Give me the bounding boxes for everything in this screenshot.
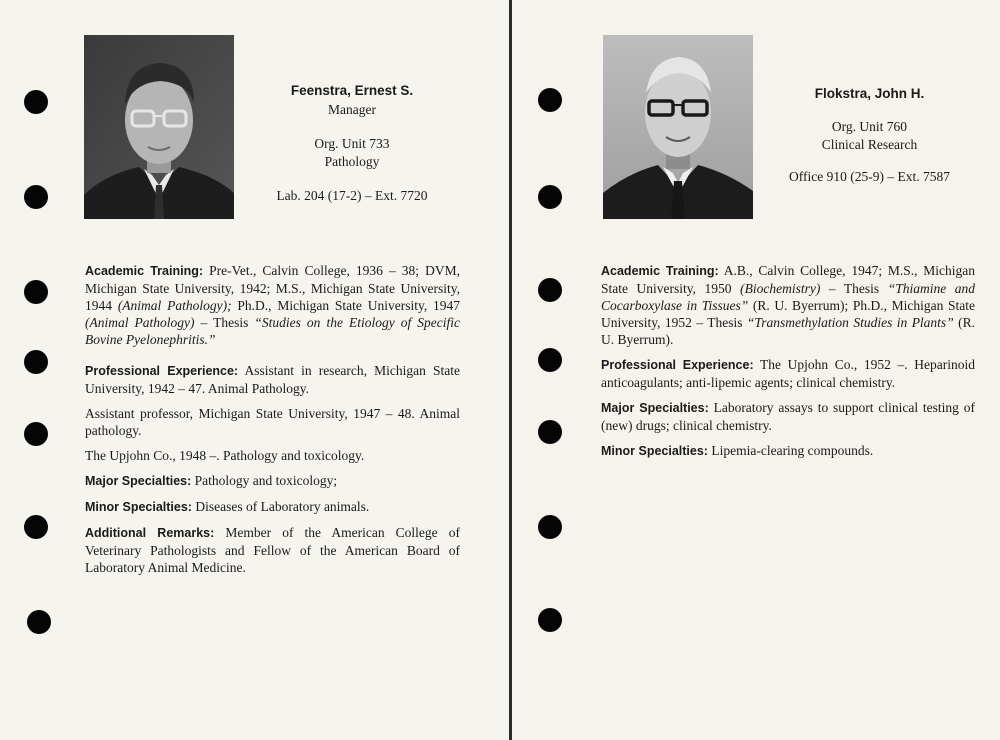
section-text: Laboratory assays to support clinical testing of (new) drugs; clinical chemistry.	[601, 400, 975, 433]
section-text: Pathology and toxicology;	[191, 473, 338, 488]
binder-hole	[24, 350, 48, 374]
binder-hole	[538, 420, 562, 444]
thesis-title: “Thiamine and Cocarboxylase in Tissues”	[601, 281, 975, 313]
section-text: A.B., Calvin College, 1947; M.S., Michigan State University, 1950	[601, 263, 976, 296]
professional-experience	[601, 356, 975, 391]
section-label: Major Specialties:	[601, 401, 709, 415]
left-header	[262, 82, 442, 205]
binder-hole	[24, 90, 48, 114]
section-label: Professional Experience:	[85, 364, 239, 378]
department: Pathology	[324, 154, 380, 169]
thesis-title: “Transmethylation Studies in Plants”	[746, 315, 954, 330]
academic-training	[601, 262, 975, 348]
binder-hole	[24, 280, 48, 304]
section-text: – Thesis	[820, 281, 888, 296]
person-name: Feenstra, Ernest S.	[290, 83, 414, 98]
section-text: Assistant in research, Michigan State University, 1942 – 47. Animal Pathology.	[85, 363, 460, 396]
major-specialties	[85, 472, 460, 490]
section-label: Academic Training:	[601, 264, 719, 278]
section-text-italic: (Animal Pathology);	[117, 298, 232, 313]
section-text: Pre-Vet., Calvin College, 1936 – 38; DVM, Michigan State University, 1942; M.S., Michigan State University, 1944	[85, 263, 460, 313]
portrait-photo	[603, 35, 753, 219]
section-text: Ph.D., Michigan State University, 1947	[231, 298, 461, 313]
section-text: (R. U. Byerrum).	[601, 315, 975, 347]
location: Lab. 204 (17-2) – Ext. 7720	[276, 188, 428, 203]
left-body	[85, 262, 460, 584]
section-text: (R. U. Byerrum); Ph.D., Michigan State University, 1952 – Thesis	[601, 298, 975, 330]
professional-experience	[85, 362, 460, 397]
minor-specialties	[85, 498, 460, 516]
thesis-title: “Studies on the Etiology of Specific Bovine Pyelonephritis.”	[85, 315, 460, 347]
location: Office 910 (25-9) – Ext. 7587	[789, 169, 950, 184]
org-unit: Org. Unit 760	[831, 119, 908, 134]
section-label: Academic Training:	[85, 264, 204, 278]
section-text-italic: (Biochemistry)	[740, 281, 821, 296]
section-text-italic: (Animal Pathology)	[85, 315, 195, 330]
academic-training	[85, 262, 460, 348]
binder-hole	[538, 608, 562, 632]
major-specialties	[601, 399, 975, 434]
binder-hole	[27, 610, 51, 634]
binder-hole	[538, 88, 562, 112]
section-label: Professional Experience:	[601, 358, 754, 372]
binder-hole	[24, 185, 48, 209]
job-title: Manager	[328, 102, 376, 117]
section-label: Minor Specialties:	[601, 444, 708, 458]
right-body	[601, 262, 975, 468]
section-text: – Thesis	[194, 315, 255, 330]
right-page	[512, 0, 1000, 740]
section-text: Lipemia-clearing compounds.	[707, 443, 874, 458]
additional-remarks	[85, 524, 460, 576]
section-label: Additional Remarks:	[85, 526, 215, 540]
section-text: The Upjohn Co., 1952 –. Heparinoid anticoagulants; anti-lipemic agents; clinical chemistry.	[601, 357, 975, 390]
binder-hole	[24, 422, 48, 446]
binder-hole	[538, 515, 562, 539]
section-text: Diseases of Laboratory animals.	[191, 499, 370, 514]
person-name: Flokstra, John H.	[814, 86, 925, 101]
assistant-professor-paragraph: Assistant professor, Michigan State University, 1947 – 48. Animal pathology.	[85, 406, 460, 438]
binder-hole	[538, 185, 562, 209]
portrait-photo	[84, 35, 234, 219]
binder-hole	[538, 348, 562, 372]
section-text: Member of the American College of Veterinary Pathologists and Fellow of the American Board of Laboratory Animal Medicine.	[85, 525, 461, 575]
minor-specialties	[601, 442, 975, 460]
department: Clinical Research	[821, 137, 918, 152]
org-unit: Org. Unit 733	[314, 136, 390, 151]
section-label: Major Specialties:	[85, 474, 192, 488]
section-label: Minor Specialties:	[85, 500, 192, 514]
binder-hole	[538, 278, 562, 302]
binder-hole	[24, 515, 48, 539]
upjohn-paragraph: The Upjohn Co., 1948 –. Pathology and toxicology.	[85, 448, 365, 463]
right-header	[762, 85, 977, 186]
